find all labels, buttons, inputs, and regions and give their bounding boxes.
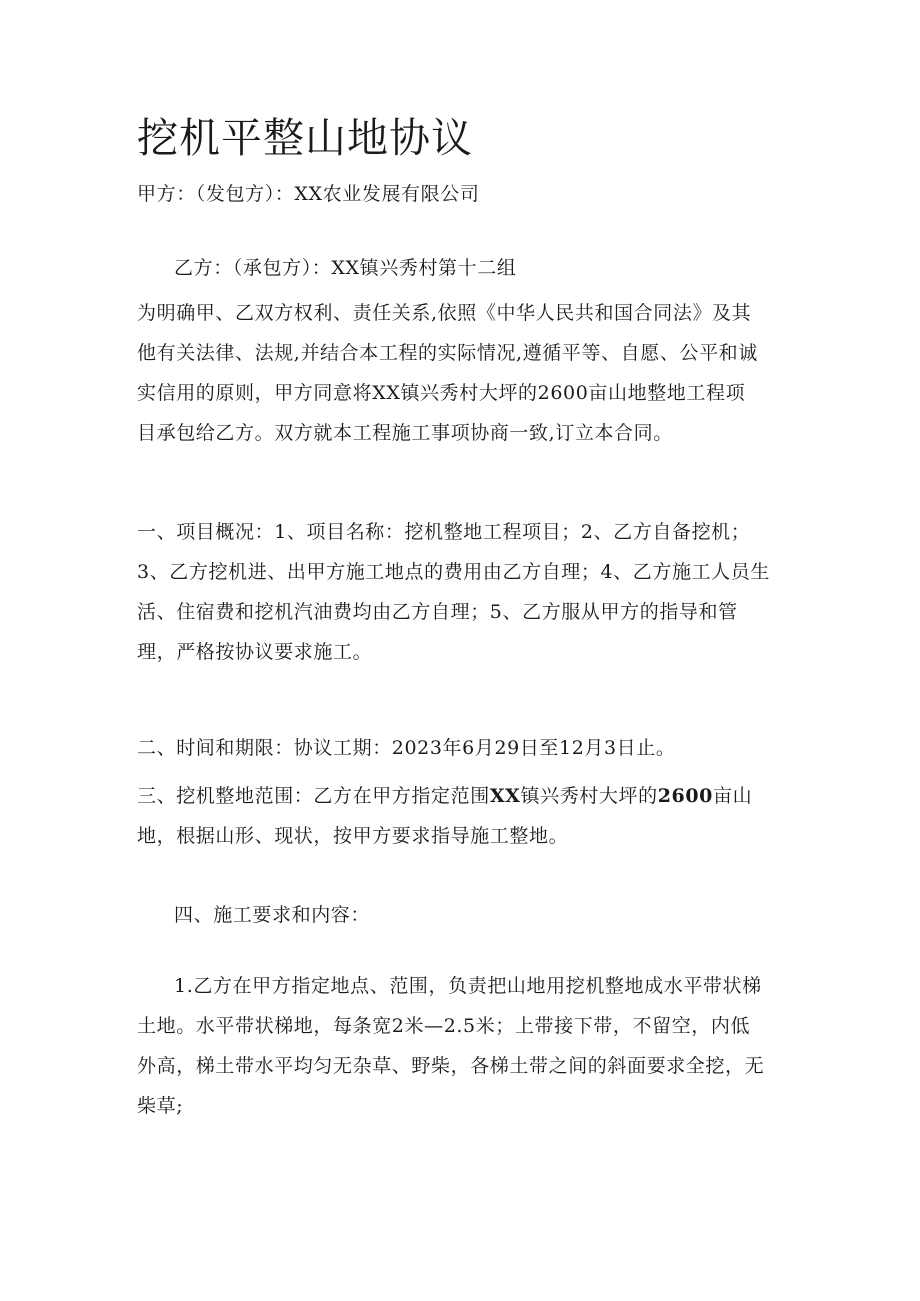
intro-line: 实信用的原则，甲方同意将XX镇兴秀村大坪的2600亩山地整地工程项 xyxy=(137,382,746,404)
section-4-heading: 四、施工要求和内容： xyxy=(174,904,371,926)
section-1-project-overview xyxy=(137,519,787,665)
document-title: 挖机平整山地协议 xyxy=(137,114,473,162)
section-1-line: 活、住宿费和挖机汽油费均由乙方自理；5、乙方服从甲方的指导和管 xyxy=(137,601,738,623)
party-a-line: 甲方：（发包方）：XX农业发展有限公司 xyxy=(137,183,480,205)
section-3-text: 三、挖机整地范围：乙方在甲方指定范围 xyxy=(137,785,490,807)
section-3-bold-place: XX xyxy=(489,785,521,807)
section-1-line: 理，严格按协议要求施工。 xyxy=(137,641,373,663)
intro-line: 他有关法律、法规,并结合本工程的实际情况,遵循平等、自愿、公平和诚 xyxy=(137,342,758,364)
section-3-line-1 xyxy=(137,783,787,809)
section-3-line-2: 地，根据山形、现状，按甲方要求指导施工整地。 xyxy=(137,825,569,847)
section-3-text: 镇兴秀村大坪的 xyxy=(520,785,658,807)
intro-paragraph xyxy=(137,300,787,446)
item-1-paragraph xyxy=(137,973,787,1119)
intro-line: 目承包给乙方。双方就本工程施工事项协商一致,订立本合同。 xyxy=(137,422,673,444)
party-b-line: 乙方：（承包方）：XX镇兴秀村第十二组 xyxy=(174,257,517,279)
item-1-line: 外高，梯土带水平均匀无杂草、野柴，各梯土带之间的斜面要求全挖，无 xyxy=(137,1055,765,1077)
item-1-line: 1.乙方在甲方指定地点、范围，负责把山地用挖机整地成水平带状梯 xyxy=(174,975,762,997)
section-1-line: 一、项目概况：1、项目名称：挖机整地工程项目；2、乙方自备挖机； xyxy=(137,521,751,543)
section-3-text: 亩山 xyxy=(712,785,753,807)
section-2-time-period: 二、时间和期限：协议工期：2023年6月29日至12月3日止。 xyxy=(137,737,676,759)
section-3-scope xyxy=(137,783,787,849)
section-1-line: 3、乙方挖机进、出甲方施工地点的费用由乙方自理；4、乙方施工人员生 xyxy=(137,561,770,583)
section-3-bold-area: 2600 xyxy=(657,785,713,807)
item-1-line: 柴草; xyxy=(137,1095,184,1117)
intro-line: 为明确甲、乙双方权利、责任关系,依照《中华人民共和国合同法》及其 xyxy=(137,302,752,324)
item-1-line: 土地。水平带状梯地，每条宽2米—2.5米；上带接下带，不留空，内低 xyxy=(137,1015,751,1037)
